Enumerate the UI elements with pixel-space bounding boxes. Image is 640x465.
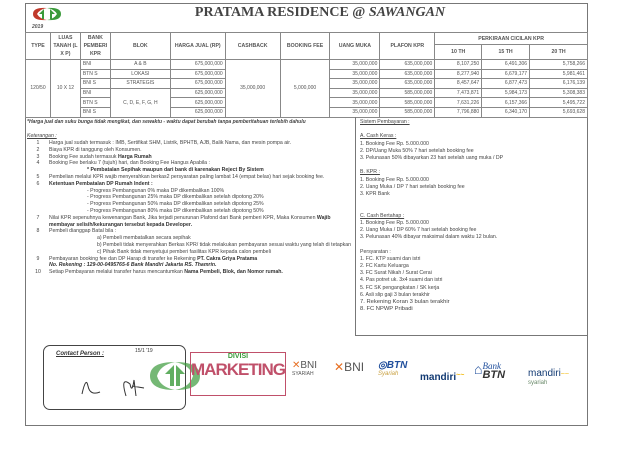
cell-cashback: 35,000,000	[225, 60, 280, 118]
cell-harga: 675,000,000	[170, 69, 225, 79]
cell-uang-muka: 35,000,000	[330, 107, 380, 117]
cell-th20: 5,758,266	[530, 60, 588, 70]
header-15th: 15 TH	[482, 45, 530, 60]
cell-blok: C, D, E, F, G, H	[110, 88, 170, 117]
cell-th10: 8,107,250	[435, 60, 482, 70]
cell-blok: STRATEGIS	[110, 79, 170, 89]
note-8: 8 Pembeli dianggap Batal bila :	[36, 228, 117, 235]
price-table	[25, 32, 588, 118]
payment-system: Sistem Pembayaran : A. Cash Keras : 1. Booking Fee Rp. 5.000.000 2. DP/Uang Muka 50% 7 hari setelah booking fee 3. Pelunasan 50% dibayarkan 23 hari setelah uang muka / DP B. KPR : 1. Booking Fee Rp. 5.000.000 2. Uang Muka / DP 7 hari setelah booking fee 3. KPR Bank C. Cash Bertahap : 1. Booking Fee Rp. 5.000.000 2. Uang Muka / DP 60% 7 hari setelah booking fee 3. Pelunasan 40% dibayar maksimal dalam waktu 12 bulan. Persyaratan : 1. FC. KTP suami dan istri 2. FC Kartu Keluarga 3. FC Surat Nikah / Surat Cerai 4. Pas potret uk. 3x4 suami dan istri 5. FC SK pengangkatan / SK kerja 6. Asli slip gaji 3 bulan terakhir 7. Rekening Koran 3 bulan terakhir 8. FC NPWP Pribadi	[355, 117, 588, 336]
cell-bank: BNI S	[80, 79, 110, 89]
header-luas: LUAS TANAH (L X P)	[50, 33, 80, 60]
mandiri-logo: mandiri~~	[420, 372, 465, 383]
cell-th10: 7,796,880	[435, 107, 482, 117]
header-type: TYPE	[26, 33, 51, 60]
page-title: PRATAMA RESIDENCE @ SAWANGAN	[194, 5, 446, 20]
note-10: 10 Setiap Pembayaran melalui transfer harus mencantumkan Nama Pembeli, Blok, dan Nomor rumah.	[35, 269, 283, 276]
cell-luas: 10 X 12	[50, 60, 80, 118]
bni-syariah-logo: ✕BNI SYARIAH	[292, 360, 318, 377]
notes-heading: Keterangan :	[27, 133, 57, 139]
cell-uang-muka: 35,000,000	[330, 88, 380, 98]
cell-bank: BNI S	[80, 107, 110, 117]
note-2: 2 Biaya KPR di tanggung oleh Konsumen.	[36, 146, 142, 153]
header-harga: HARGA JUAL (RP)	[170, 33, 225, 60]
cell-th10: 8,277,940	[435, 69, 482, 79]
cell-harga: 625,000,000	[170, 107, 225, 117]
table-row	[26, 60, 588, 70]
cell-bank: BNI	[80, 60, 110, 70]
cell-booking-fee: 5,000,000	[280, 60, 330, 118]
note-4: 4 Booking Fee berlaku 7 (tujuh) hari, dan Booking Fee Hangus Apabila :	[36, 160, 210, 167]
bank-btn-logo: ⌂Bank BTN	[474, 361, 506, 382]
cell-harga: 625,000,000	[170, 88, 225, 98]
year-label: 2019	[32, 24, 44, 30]
mandiri-syariah-logo: mandiri~~ syariah	[528, 368, 569, 386]
header-plafon: PLAFON KPR	[380, 33, 435, 60]
header-booking: BOOKING FEE	[280, 33, 330, 60]
notes-section: Keterangan : 1 Harga jual sudah termasuk : IMB, Sertifikat SHM, Listrik, BPHTB, AJB, Balik Nama, dan mesin pompa air. 2 Biaya KPR di tanggung oleh Konsumen. 3 Booking Fee sudah termasuk Harga Rumah 4 Booking Fee berlaku 7 (tujuh) hari, dan Booking Fee Hangus Apabila : * Pembatalan Sepihak maupun dari bank di karenakan Reject By Sistem 5 Pembelian melalui KPR wajib menyerahkan berkas2 persyaratan paling lambat 14 (empat belas) hari sejak booking fee. 6 Ketentuan Pembatalan DP Rumah Indent : - Progress Pembangunan 0% maka DP dikembalikan 100% - Progress Pembangunan 25% maka DP dikembalikan setelah dipotong 20% - Progress Pembangunan 50% maka DP dikembalikan setelah dipotong 25% - Progress Pembangunan 80% maka DP dikembalikan setelah dipotong 50% 7 Nilai KPR sepenuhnya kewenangan Bank, Jika terjadi penurunan Plafond dari Bank pemberi KPR, Maka Konsumen Wajib membayar selisih/kekurangan tersebut kepada Developer. 8 Pembeli dianggap Batal bila : a) Pembeli membatalkan secara sepihak b) Pembeli tidak menyerahkan Berkas KPR/ tidak melakukan pembayaran sesuai waktu yang telah di tetapkan c) Pihak Bank tidak menyetujui pemberi fasilitas KPR kepada calon pembeli 9 Pembayaran booking fee dan DP Harap di transfer ke Rekening PT. Cakra Griya Pratama No. Rekening : 129-00-0495765-6 Bank Mandiri Jakarta RS. Thamrin. 10 Setiap Pembayaran melalui transfer harus mencantumkan Nama Pembeli, Blok, dan Nomor rumah.	[27, 133, 352, 276]
note-9: 9 Pembayaran booking fee dan DP Harap di transfer ke Rekening PT. Cakra Griya Pratama No. Rekening : 129-00-0495765-6 Bank Mandiri Jakarta RS. Thamrin.	[36, 255, 258, 269]
header-blok: BLOK	[110, 33, 170, 60]
cell-type: 120/50	[26, 60, 51, 118]
cell-th10: 7,631,226	[435, 98, 482, 108]
cell-bank: BNI	[80, 88, 110, 98]
header-10th: 10 TH	[435, 45, 482, 60]
note-8-list: a) Pembeli membatalkan secara sepihak b) Pembeli tidak menyerahkan Berkas KPR/ tidak melakukan pembayaran sesuai waktu yang telah di tetapkan c) Pihak Bank tidak menyetujui pemberi fasilitas KPR kepada calon pembeli	[97, 235, 352, 255]
note-3: 3 Booking Fee sudah termasuk Harga Rumah	[36, 153, 152, 160]
cell-th10: 7,473,871	[435, 88, 482, 98]
cell-bank: BTN S	[80, 98, 110, 108]
header-20th: 20 TH	[530, 45, 588, 60]
note-1: 1 Harga jual sudah termasuk : IMB, Sertifikat SHM, Listrik, BPHTB, AJB, Balik Nama, dan mesin pompa air.	[36, 140, 292, 146]
header-uang-muka: UANG MUKA	[330, 33, 380, 60]
contact-label: Contact Person :	[56, 351, 105, 357]
cell-blok: A & B	[110, 60, 170, 70]
cell-harga: 675,000,000	[170, 60, 225, 70]
header-cicilan: PERKIRAAN CICILAN KPR	[435, 33, 588, 45]
note-6: 6 Ketentuan Pembatalan DP Rumah Indent :	[36, 180, 153, 187]
cell-plafon: 635,000,000	[380, 69, 435, 79]
cell-plafon: 585,000,000	[380, 98, 435, 108]
btn-syariah-logo: ◎BTN Syariah	[378, 360, 408, 377]
cell-th20: 5,495,722	[530, 98, 588, 108]
cell-th10: 8,457,647	[435, 79, 482, 89]
cell-uang-muka: 35,000,000	[330, 79, 380, 89]
cell-th15: 6,157,366	[482, 98, 530, 108]
marketing-stamp: DIVISI MARKETING	[190, 352, 286, 396]
cell-plafon: 635,000,000	[380, 60, 435, 70]
bni-logo: ✕BNI	[334, 360, 365, 374]
cell-plafon: 635,000,000	[380, 79, 435, 89]
cell-uang-muka: 35,000,000	[330, 60, 380, 70]
header-cashback: CASHBACK	[225, 33, 280, 60]
note-7: 7 Nilai KPR sepenuhnya kewenangan Bank, Jika terjadi penurunan Plafond dari Bank pemberi KPR, Maka Konsumen Wajib membayar selisih/kekurangan tersebut kepada Developer.	[36, 214, 331, 228]
note-5: 5 Pembelian melalui KPR wajib menyerahkan berkas2 persyaratan paling lambat 14 (empat belas) hari sejak booking fee.	[36, 173, 325, 180]
cell-uang-muka: 35,000,000	[330, 69, 380, 79]
cell-plafon: 585,000,000	[380, 88, 435, 98]
cell-harga: 675,000,000	[170, 79, 225, 89]
cell-blok: LOKASI	[110, 69, 170, 79]
cell-th20: 6,176,139	[530, 79, 588, 89]
cell-th15: 6,679,177	[482, 69, 530, 79]
note-6-list: - Progress Pembangunan 0% maka DP dikembalikan 100% - Progress Pembangunan 25% maka DP dikembalikan setelah dipotong 20% - Progress Pembangunan 50% maka DP dikembalikan setelah dipotong 25% - Progress Pembangunan 80% maka DP dikembalikan setelah dipotong 50%	[87, 187, 264, 214]
cell-th20: 5,981,461	[530, 69, 588, 79]
cell-harga: 625,000,000	[170, 98, 225, 108]
signature-date: 15/1 '19	[135, 348, 153, 354]
cell-plafon: 585,000,000	[380, 107, 435, 117]
header-bank: BANK PEMBERI KPR	[80, 33, 110, 60]
cell-th15: 6,877,473	[482, 79, 530, 89]
cell-bank: BTN S	[80, 69, 110, 79]
cell-th20: 5,308,383	[530, 88, 588, 98]
cell-th15: 6,491,306	[482, 60, 530, 70]
cell-uang-muka: 35,000,000	[330, 98, 380, 108]
cell-th20: 5,693,628	[530, 107, 588, 117]
cell-th15: 6,340,170	[482, 107, 530, 117]
disclaimer: *Harga jual dan suku bunga tidak mengikat, dan sewaktu - waktu dapat berubah tanpa pemberitahuan terlebih dahulu	[27, 119, 306, 125]
cell-th15: 5,984,173	[482, 88, 530, 98]
